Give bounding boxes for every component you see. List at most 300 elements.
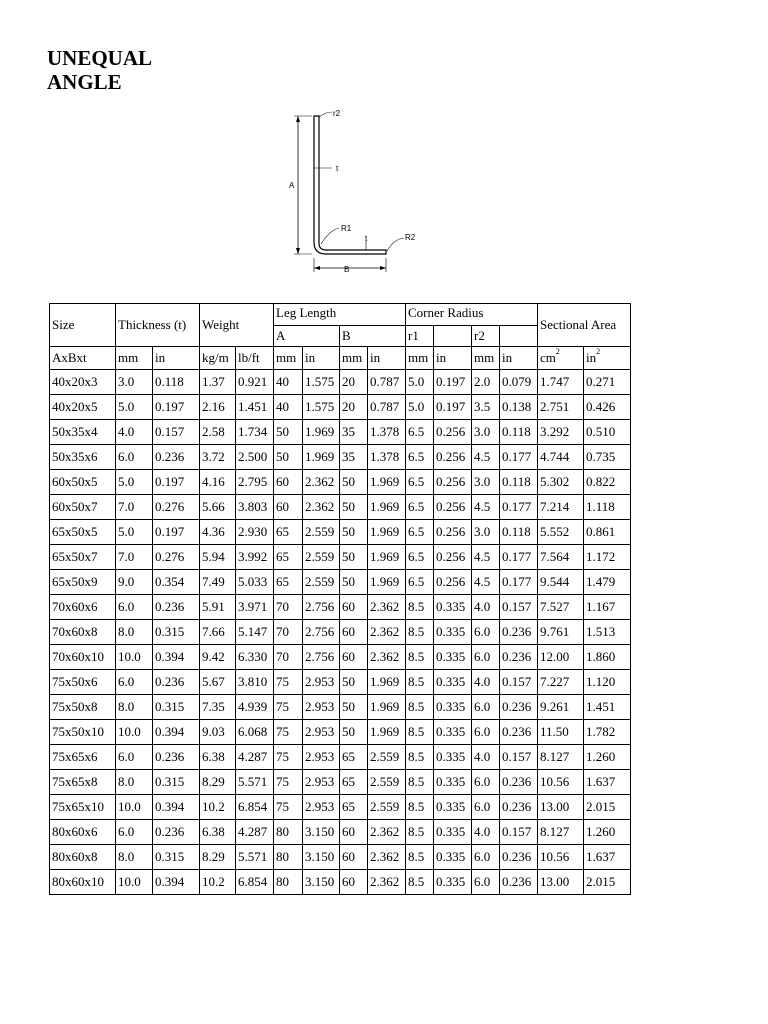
cell-leg-b-in: 1.969: [368, 545, 406, 570]
cell-leg-b-in: 0.787: [368, 395, 406, 420]
cell-area-cm2: 3.292: [538, 420, 584, 445]
cell-r1-mm: 8.5: [406, 595, 434, 620]
cell-area-in2: 1.451: [584, 695, 631, 720]
cell-weight-lbft: 3.810: [236, 670, 274, 695]
cell-weight-lbft: 3.971: [236, 595, 274, 620]
cell-size: 70x60x8: [50, 620, 116, 645]
cell-leg-b-in: 1.969: [368, 520, 406, 545]
cell-r1-mm: 8.5: [406, 670, 434, 695]
cell-size: 65x50x5: [50, 520, 116, 545]
cell-thickness-in: 0.236: [153, 595, 200, 620]
label-r1: R1: [341, 224, 352, 233]
cell-thickness-mm: 8.0: [116, 770, 153, 795]
table-row: [50, 595, 631, 620]
cell-r1-mm: 5.0: [406, 395, 434, 420]
cell-size: 60x50x5: [50, 470, 116, 495]
cell-leg-b-in: 0.787: [368, 370, 406, 395]
cell-weight-kgm: 4.16: [200, 470, 236, 495]
cell-thickness-mm: 8.0: [116, 845, 153, 870]
unit-in2-exp: 2: [596, 347, 601, 356]
cell-leg-b-mm: 65: [340, 745, 368, 770]
cell-r2-in: 0.118: [500, 420, 538, 445]
unit-r1-in: in: [434, 347, 472, 370]
cell-r1-mm: 8.5: [406, 720, 434, 745]
cell-thickness-in: 0.197: [153, 520, 200, 545]
cell-leg-b-in: 1.378: [368, 445, 406, 470]
unit-kgm: kg/m: [200, 347, 236, 370]
cell-leg-a-mm: 75: [274, 670, 303, 695]
cell-thickness-in: 0.236: [153, 445, 200, 470]
cell-thickness-in: 0.315: [153, 620, 200, 645]
cell-weight-lbft: 4.287: [236, 745, 274, 770]
cell-r1-in: 0.335: [434, 720, 472, 745]
cell-area-cm2: 5.302: [538, 470, 584, 495]
label-r2-bottom: R2: [405, 233, 416, 242]
cell-area-in2: 1.118: [584, 495, 631, 520]
cell-size: 65x50x7: [50, 545, 116, 570]
cell-area-cm2: 13.00: [538, 870, 584, 895]
table-row: [50, 820, 631, 845]
cell-weight-lbft: 6.854: [236, 870, 274, 895]
cell-r1-mm: 8.5: [406, 820, 434, 845]
cell-r2-in: 0.138: [500, 395, 538, 420]
cell-leg-b-mm: 35: [340, 420, 368, 445]
cell-leg-a-in: 1.575: [303, 370, 340, 395]
cell-thickness-in: 0.315: [153, 845, 200, 870]
header-weight: Weight: [200, 304, 274, 347]
cell-weight-kgm: 8.29: [200, 770, 236, 795]
cell-thickness-mm: 7.0: [116, 495, 153, 520]
cell-leg-a-mm: 80: [274, 845, 303, 870]
cell-leg-a-in: 2.559: [303, 520, 340, 545]
cell-thickness-in: 0.394: [153, 645, 200, 670]
cell-leg-a-mm: 60: [274, 470, 303, 495]
cell-thickness-in: 0.236: [153, 820, 200, 845]
cell-weight-lbft: 4.287: [236, 820, 274, 845]
cell-r1-mm: 8.5: [406, 620, 434, 645]
cell-r2-mm: 3.5: [472, 395, 500, 420]
cell-weight-kgm: 4.36: [200, 520, 236, 545]
cell-r1-mm: 6.5: [406, 445, 434, 470]
cell-thickness-in: 0.276: [153, 545, 200, 570]
table-row: [50, 670, 631, 695]
cell-area-in2: 1.172: [584, 545, 631, 570]
cell-area-in2: 1.637: [584, 770, 631, 795]
table-row: [50, 420, 631, 445]
cell-leg-a-mm: 65: [274, 570, 303, 595]
cell-r1-mm: 8.5: [406, 645, 434, 670]
cell-thickness-in: 0.118: [153, 370, 200, 395]
cell-weight-kgm: 7.66: [200, 620, 236, 645]
cell-weight-lbft: 4.939: [236, 695, 274, 720]
unit-axbxt: AxBxt: [50, 347, 116, 370]
cell-weight-kgm: 10.2: [200, 870, 236, 895]
unit-thickness-mm: mm: [116, 347, 153, 370]
cell-r1-in: 0.335: [434, 745, 472, 770]
cell-weight-lbft: 5.571: [236, 770, 274, 795]
cell-r1-in: 0.335: [434, 695, 472, 720]
unequal-angle-table: [49, 303, 631, 895]
cell-leg-b-mm: 50: [340, 495, 368, 520]
cell-leg-a-mm: 60: [274, 495, 303, 520]
cell-weight-kgm: 7.35: [200, 695, 236, 720]
cell-thickness-mm: 8.0: [116, 620, 153, 645]
cell-leg-a-mm: 65: [274, 545, 303, 570]
cell-r1-in: 0.256: [434, 445, 472, 470]
unit-r2-mm: mm: [472, 347, 500, 370]
cell-leg-a-in: 3.150: [303, 870, 340, 895]
cell-weight-lbft: 3.992: [236, 545, 274, 570]
cell-leg-a-in: 2.953: [303, 745, 340, 770]
cell-size: 40x20x3: [50, 370, 116, 395]
cell-leg-b-in: 1.969: [368, 670, 406, 695]
cell-r2-in: 0.177: [500, 445, 538, 470]
table-row: [50, 695, 631, 720]
cell-leg-b-in: 1.969: [368, 695, 406, 720]
cell-area-cm2: 12.00: [538, 645, 584, 670]
cell-r1-in: 0.256: [434, 520, 472, 545]
cell-thickness-in: 0.394: [153, 720, 200, 745]
cell-thickness-mm: 6.0: [116, 595, 153, 620]
cell-area-cm2: 11.50: [538, 720, 584, 745]
cell-leg-b-in: 2.362: [368, 595, 406, 620]
cell-weight-lbft: 5.033: [236, 570, 274, 595]
cell-leg-a-in: 2.756: [303, 595, 340, 620]
cell-r2-mm: 6.0: [472, 845, 500, 870]
cell-thickness-mm: 5.0: [116, 520, 153, 545]
table-row: [50, 495, 631, 520]
cell-leg-b-in: 2.559: [368, 770, 406, 795]
cell-area-cm2: 10.56: [538, 770, 584, 795]
cell-leg-a-mm: 75: [274, 795, 303, 820]
cell-area-in2: 1.637: [584, 845, 631, 870]
cell-r2-in: 0.118: [500, 520, 538, 545]
table-row: [50, 395, 631, 420]
cell-thickness-in: 0.197: [153, 395, 200, 420]
cell-r1-in: 0.335: [434, 670, 472, 695]
cell-weight-kgm: 2.16: [200, 395, 236, 420]
cell-r1-mm: 6.5: [406, 470, 434, 495]
cell-r1-in: 0.197: [434, 370, 472, 395]
cell-leg-b-mm: 50: [340, 570, 368, 595]
cell-leg-a-mm: 65: [274, 520, 303, 545]
header-thickness: Thickness (t): [116, 304, 200, 347]
cell-leg-b-mm: 20: [340, 370, 368, 395]
cell-r1-in: 0.335: [434, 645, 472, 670]
cell-leg-a-mm: 75: [274, 695, 303, 720]
cell-r1-mm: 6.5: [406, 545, 434, 570]
cell-leg-b-mm: 35: [340, 445, 368, 470]
cell-weight-lbft: 1.451: [236, 395, 274, 420]
cell-r2-in: 0.177: [500, 570, 538, 595]
cell-r2-mm: 6.0: [472, 720, 500, 745]
cell-r2-in: 0.236: [500, 845, 538, 870]
cell-leg-a-mm: 75: [274, 770, 303, 795]
header-r2-blank: [500, 326, 538, 347]
header-corner-radius: Corner Radius: [406, 304, 538, 326]
cell-r2-in: 0.157: [500, 670, 538, 695]
table-row: [50, 520, 631, 545]
unit-r2-in: in: [500, 347, 538, 370]
cell-weight-lbft: 5.571: [236, 845, 274, 870]
cell-leg-b-mm: 65: [340, 770, 368, 795]
cell-weight-kgm: 9.42: [200, 645, 236, 670]
table-row: [50, 645, 631, 670]
cell-weight-kgm: 3.72: [200, 445, 236, 470]
cell-r1-mm: 6.5: [406, 520, 434, 545]
cell-size: 50x35x4: [50, 420, 116, 445]
cell-r1-in: 0.335: [434, 620, 472, 645]
cell-leg-a-mm: 50: [274, 420, 303, 445]
cell-leg-a-mm: 70: [274, 620, 303, 645]
header-leg-a: A: [274, 326, 340, 347]
cell-leg-a-in: 2.362: [303, 495, 340, 520]
cell-r2-in: 0.157: [500, 820, 538, 845]
cell-r2-in: 0.236: [500, 695, 538, 720]
cell-leg-b-mm: 65: [340, 795, 368, 820]
cell-leg-b-in: 2.362: [368, 845, 406, 870]
cell-leg-b-mm: 50: [340, 670, 368, 695]
cell-leg-a-mm: 70: [274, 645, 303, 670]
cell-thickness-in: 0.394: [153, 795, 200, 820]
title-line-2: ANGLE: [47, 70, 122, 94]
cell-r2-mm: 4.5: [472, 495, 500, 520]
cell-leg-a-in: 3.150: [303, 845, 340, 870]
cell-leg-b-in: 2.362: [368, 820, 406, 845]
header-r1: r1: [406, 326, 434, 347]
cell-size: 75x65x10: [50, 795, 116, 820]
table-row: [50, 870, 631, 895]
cell-thickness-mm: 5.0: [116, 470, 153, 495]
label-b: B: [344, 265, 350, 274]
cell-r1-in: 0.256: [434, 420, 472, 445]
cell-area-cm2: 7.227: [538, 670, 584, 695]
unit-in2: [584, 347, 631, 370]
cell-area-in2: 0.426: [584, 395, 631, 420]
unit-cm2: [538, 347, 584, 370]
cell-area-cm2: 1.747: [538, 370, 584, 395]
cell-leg-b-in: 1.969: [368, 720, 406, 745]
cell-area-in2: 1.260: [584, 820, 631, 845]
cell-r2-mm: 6.0: [472, 695, 500, 720]
cell-weight-kgm: 5.67: [200, 670, 236, 695]
cell-leg-a-mm: 75: [274, 745, 303, 770]
header-sectional-area: Sectional Area: [538, 304, 631, 347]
table-row: [50, 570, 631, 595]
table-row: [50, 745, 631, 770]
cell-r2-in: 0.236: [500, 620, 538, 645]
cell-r1-in: 0.197: [434, 395, 472, 420]
cell-leg-a-in: 2.953: [303, 770, 340, 795]
cell-thickness-mm: 3.0: [116, 370, 153, 395]
page-title: [47, 46, 247, 94]
cell-thickness-mm: 6.0: [116, 745, 153, 770]
cell-leg-a-mm: 40: [274, 395, 303, 420]
cell-leg-a-in: 2.953: [303, 695, 340, 720]
cell-r2-mm: 4.0: [472, 595, 500, 620]
cell-leg-a-in: 2.559: [303, 545, 340, 570]
cell-leg-a-in: 1.969: [303, 420, 340, 445]
cell-leg-a-mm: 40: [274, 370, 303, 395]
cell-area-cm2: 7.527: [538, 595, 584, 620]
cell-thickness-mm: 10.0: [116, 870, 153, 895]
cell-r1-in: 0.335: [434, 820, 472, 845]
cell-leg-b-mm: 60: [340, 595, 368, 620]
cell-area-cm2: 13.00: [538, 795, 584, 820]
cell-weight-kgm: 8.29: [200, 845, 236, 870]
cell-area-cm2: 7.564: [538, 545, 584, 570]
cell-r1-mm: 8.5: [406, 870, 434, 895]
cell-area-in2: 1.479: [584, 570, 631, 595]
cell-leg-b-mm: 60: [340, 845, 368, 870]
cell-leg-b-in: 2.362: [368, 870, 406, 895]
cell-r2-in: 0.157: [500, 595, 538, 620]
cell-leg-a-in: 1.969: [303, 445, 340, 470]
cell-r1-in: 0.335: [434, 595, 472, 620]
cell-r1-in: 0.335: [434, 845, 472, 870]
unit-r1-mm: mm: [406, 347, 434, 370]
cell-area-in2: 0.510: [584, 420, 631, 445]
cell-r2-mm: 6.0: [472, 620, 500, 645]
header-units-row: [50, 347, 631, 370]
cell-leg-b-mm: 50: [340, 695, 368, 720]
cell-leg-b-in: 1.969: [368, 470, 406, 495]
cell-r1-mm: 6.5: [406, 570, 434, 595]
cell-leg-a-in: 2.756: [303, 645, 340, 670]
cell-size: 70x60x6: [50, 595, 116, 620]
cell-r2-mm: 3.0: [472, 520, 500, 545]
cell-r2-in: 0.177: [500, 545, 538, 570]
angle-profile-drawing: [284, 104, 434, 279]
angle-diagram: [284, 104, 434, 279]
cell-r2-in: 0.118: [500, 470, 538, 495]
cell-leg-a-mm: 50: [274, 445, 303, 470]
cell-thickness-in: 0.315: [153, 770, 200, 795]
cell-weight-lbft: 1.734: [236, 420, 274, 445]
cell-leg-a-in: 2.362: [303, 470, 340, 495]
cell-area-in2: 1.120: [584, 670, 631, 695]
cell-r1-in: 0.256: [434, 570, 472, 595]
cell-thickness-in: 0.236: [153, 745, 200, 770]
cell-size: 50x35x6: [50, 445, 116, 470]
cell-r2-mm: 4.0: [472, 745, 500, 770]
table-row: [50, 720, 631, 745]
label-t-bottom: t: [365, 234, 368, 243]
cell-thickness-in: 0.236: [153, 670, 200, 695]
unit-b-mm: mm: [340, 347, 368, 370]
cell-weight-lbft: 6.854: [236, 795, 274, 820]
cell-area-cm2: 4.744: [538, 445, 584, 470]
cell-leg-a-in: 2.559: [303, 570, 340, 595]
cell-r2-in: 0.079: [500, 370, 538, 395]
cell-r1-in: 0.256: [434, 470, 472, 495]
cell-weight-lbft: 2.795: [236, 470, 274, 495]
cell-area-cm2: 5.552: [538, 520, 584, 545]
cell-leg-a-in: 2.953: [303, 720, 340, 745]
label-r2-top: r2: [333, 109, 341, 118]
unit-cm2-exp: 2: [555, 347, 560, 356]
cell-area-in2: 0.861: [584, 520, 631, 545]
cell-weight-kgm: 2.58: [200, 420, 236, 445]
cell-r2-mm: 6.0: [472, 645, 500, 670]
cell-size: 75x65x8: [50, 770, 116, 795]
label-a: A: [289, 181, 295, 190]
cell-r2-in: 0.236: [500, 795, 538, 820]
cell-leg-a-mm: 80: [274, 870, 303, 895]
cell-r1-in: 0.256: [434, 545, 472, 570]
cell-area-in2: 2.015: [584, 795, 631, 820]
cell-area-cm2: 10.56: [538, 845, 584, 870]
cell-r1-mm: 8.5: [406, 695, 434, 720]
cell-thickness-mm: 8.0: [116, 695, 153, 720]
cell-leg-b-mm: 60: [340, 870, 368, 895]
unit-lbft: lb/ft: [236, 347, 274, 370]
cell-leg-b-in: 1.969: [368, 570, 406, 595]
table-row: [50, 445, 631, 470]
cell-leg-b-in: 1.969: [368, 495, 406, 520]
cell-r1-mm: 6.5: [406, 420, 434, 445]
cell-weight-lbft: 6.068: [236, 720, 274, 745]
cell-weight-lbft: 6.330: [236, 645, 274, 670]
table-row: [50, 845, 631, 870]
table-row: [50, 370, 631, 395]
cell-r1-mm: 8.5: [406, 770, 434, 795]
cell-thickness-mm: 6.0: [116, 670, 153, 695]
cell-weight-kgm: 6.38: [200, 820, 236, 845]
cell-area-cm2: 2.751: [538, 395, 584, 420]
cell-leg-a-mm: 80: [274, 820, 303, 845]
cell-size: 60x50x7: [50, 495, 116, 520]
cell-thickness-mm: 10.0: [116, 795, 153, 820]
cell-r2-mm: 6.0: [472, 870, 500, 895]
cell-leg-a-in: 2.953: [303, 795, 340, 820]
unit-in2-base: in: [586, 350, 597, 365]
cell-r1-in: 0.335: [434, 770, 472, 795]
cell-size: 80x60x8: [50, 845, 116, 870]
cell-leg-a-mm: 70: [274, 595, 303, 620]
cell-thickness-mm: 7.0: [116, 545, 153, 570]
cell-weight-kgm: 5.91: [200, 595, 236, 620]
cell-leg-b-mm: 60: [340, 620, 368, 645]
cell-leg-b-in: 1.378: [368, 420, 406, 445]
cell-area-in2: 1.782: [584, 720, 631, 745]
table-row: [50, 545, 631, 570]
cell-area-in2: 1.860: [584, 645, 631, 670]
cell-area-in2: 2.015: [584, 870, 631, 895]
cell-weight-lbft: 2.500: [236, 445, 274, 470]
cell-leg-b-mm: 50: [340, 470, 368, 495]
cell-area-in2: 0.735: [584, 445, 631, 470]
cell-r2-in: 0.236: [500, 870, 538, 895]
title-line-1: UNEQUAL: [47, 46, 153, 70]
cell-weight-lbft: 2.930: [236, 520, 274, 545]
cell-r2-mm: 6.0: [472, 795, 500, 820]
cell-leg-b-mm: 50: [340, 520, 368, 545]
cell-thickness-in: 0.394: [153, 870, 200, 895]
cell-leg-b-in: 2.362: [368, 620, 406, 645]
cell-r1-in: 0.256: [434, 495, 472, 520]
cell-r1-mm: 5.0: [406, 370, 434, 395]
cell-weight-lbft: 5.147: [236, 620, 274, 645]
cell-size: 80x60x10: [50, 870, 116, 895]
unit-b-in: in: [368, 347, 406, 370]
cell-r2-in: 0.157: [500, 745, 538, 770]
table-row: [50, 795, 631, 820]
cell-weight-kgm: 10.2: [200, 795, 236, 820]
cell-leg-b-mm: 60: [340, 820, 368, 845]
cell-weight-kgm: 6.38: [200, 745, 236, 770]
cell-size: 75x50x6: [50, 670, 116, 695]
